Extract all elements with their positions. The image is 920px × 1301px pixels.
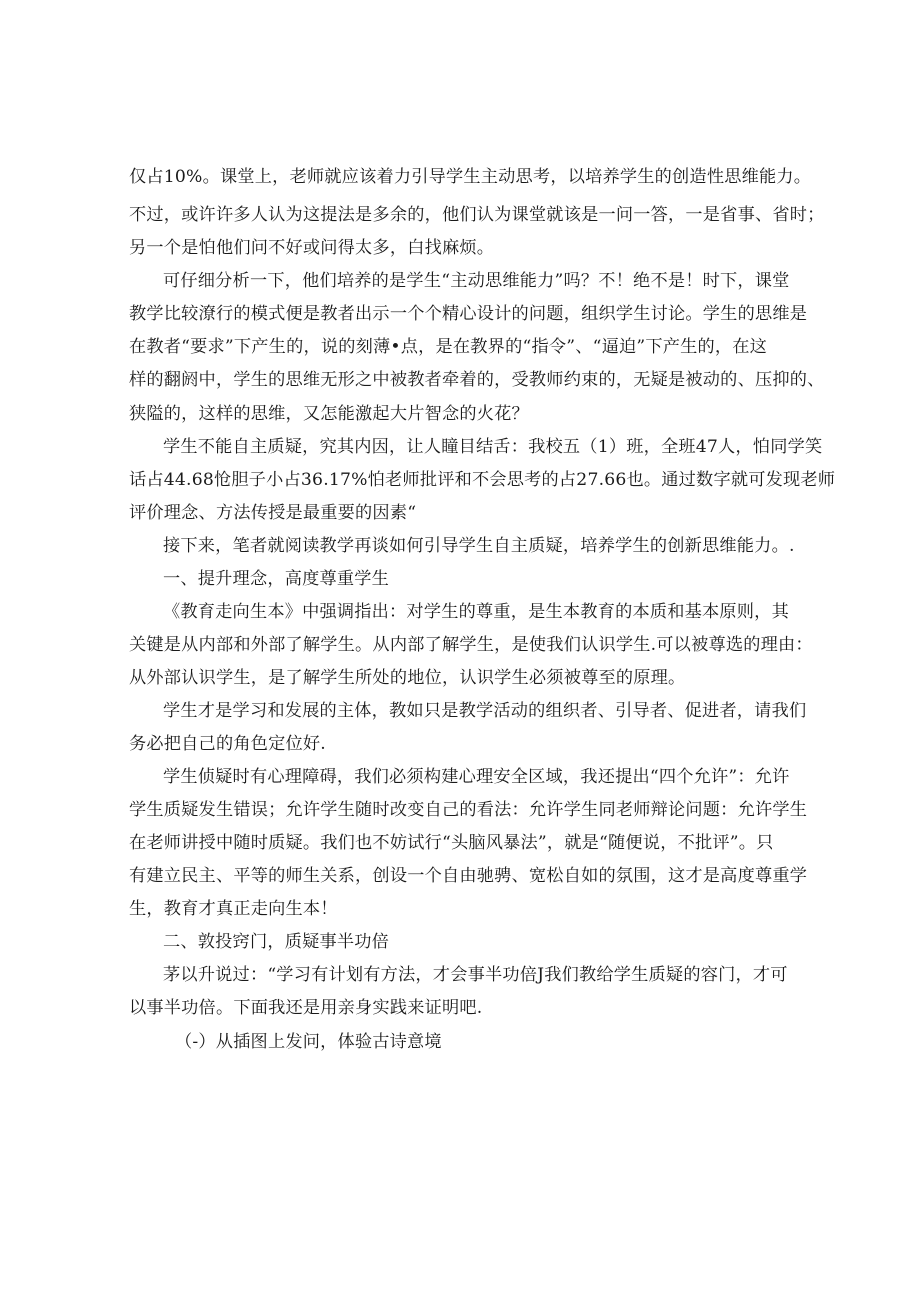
section-heading-1: 一、提升理念，高度尊重学生 [163, 569, 390, 589]
text-line-4: 可仔细分析一下，他们培养的是学生“主动思维能力”吗？不！绝不是！时下，课堂 [163, 271, 790, 291]
text-line-21: 在老师讲授中随时质疑。我们也不妨试行“头脑风暴法”，就是“随便说，不批评”。只 [129, 833, 774, 853]
text-line-19: 学生侦疑时有心理障碍，我们必须构建心理安全区域，我还提出“四个允许”：允许 [163, 767, 790, 787]
text-line-7: 样的翻阏中，学生的思维无形之中被教者牵着的，受教师约束的，无疑是被动的、压抑的、 [129, 370, 825, 390]
text-line-10: 话占44.68怆胆子小占36.17%怕老师批评和不会思考的占27.66也。通过数字就可发现老师 [129, 470, 836, 490]
text-line-2: 不过，或许许多人认为这提法是多余的，他们认为课堂就该是一问一答，一是省事、省时； [129, 205, 825, 225]
text-line-8: 狭隘的，这样的思维，又怎能激起大片智念的火花？ [129, 404, 529, 424]
section-heading-2: 二、敦投窍门，质疑事半功倍 [163, 932, 390, 952]
text-line-12: 接下来，笔者就阅读教学再谈如何引导学生自主质疑，培养学生的创新思维能力。. [163, 536, 795, 556]
text-line-18: 务必把自己的角色定位好. [129, 734, 326, 754]
text-line-16: 从外部认识学生，是了解学生所处的地位，认识学生必须被尊至的原理。 [129, 668, 686, 688]
text-line-26: 以事半功倍。下面我还是用亲身实践来证明吧. [129, 998, 483, 1018]
text-line-22: 有建立民主、平等的师生关系，创设一个自由驰骋、宽松自如的氛围，这才是高度尊重学 [129, 866, 808, 886]
text-line-25: 茅以升说过：“学习有计划有方法，才会事半功倍J我们教给学生质疑的容门，才可 [163, 965, 788, 985]
text-line-6: 在教者“要求”下产生的，说的刻薄•点，是在教界的“指令”、“逼迫”下产生的，在这 [129, 337, 768, 357]
text-line-20: 学生质疑发生错误；允许学生随时改变自己的看法：允许学生同老师辩论问题：允许学生 [129, 800, 808, 820]
text-line-11: 评价理念、方法传授是最重要的因素“ [129, 503, 417, 523]
text-line-3: 另一个是怕他们问不好或问得太多，白找麻烦。 [129, 238, 495, 258]
subsection-heading-1: （-）从插图上发问，体验古诗意境 [175, 1032, 442, 1052]
text-line-17: 学生才是学习和发展的主体，教如只是教学活动的组织者、引导者、促进者，请我们 [163, 701, 807, 721]
text-line-1: 仅占10%。课堂上，老师就应该着力引导学生主动思考，以培养学生的创造性思维能力。 [129, 167, 812, 187]
text-line-5: 教学比较潦行的模式便是教者出示一个个精心设计的问题，组织学生讨论。学生的思维是 [129, 304, 808, 324]
text-line-15: 关键是从内部和外部了解学生。从内部了解学生，是使我们认识学生.可以被尊选的理由： [129, 635, 813, 655]
text-line-9: 学生不能自主质疑，究其内因，让人瞳目结舌：我校五（1）班，全班47人，怕同学笑 [163, 437, 823, 457]
text-line-23: 生，教育才真正走向生本！ [129, 899, 338, 919]
text-line-14: 《教育走向生本》中强调指出：对学生的尊重，是生本教育的本质和基本原则，其 [163, 602, 789, 622]
